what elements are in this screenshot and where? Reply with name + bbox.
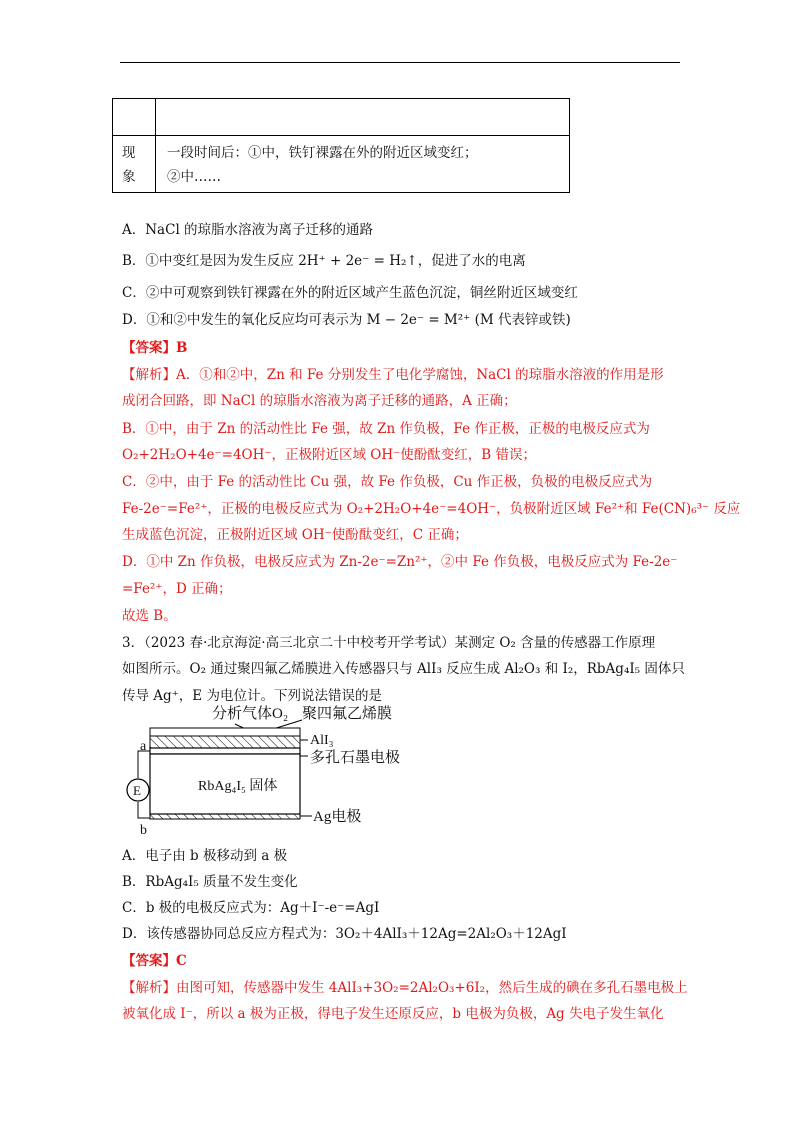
option-a: A．NaCl 的琼脂水溶液为离子迁移的通路	[122, 222, 374, 238]
table-cell	[156, 136, 570, 193]
question-stem: 如图所示。O₂ 通过聚四氟乙烯膜进入传感器只与 AlI₃ 反应生成 Al₂O₃ 和 I₂，RbAg₄I₅ 固体只	[122, 661, 685, 677]
analysis-line: 成闭合回路，即 NaCl 的琼脂水溶液为离子迁移的通路，A 正确；	[122, 393, 517, 409]
gas-label: 分析气体O₂	[212, 706, 289, 722]
table-cell	[113, 99, 156, 136]
terminal-b-label: b	[140, 823, 147, 838]
meter-label: E	[133, 783, 141, 798]
analysis-line: 【解析】A．①和②中，Zn 和 Fe 分别发生了电化学腐蚀，NaCl 的琼脂水溶液的作用是形	[122, 367, 664, 383]
graphite-label: 多孔石墨电极	[310, 750, 401, 766]
ag-electrode	[150, 814, 300, 819]
table-cell	[156, 99, 570, 136]
option-a: A．电子由 b 极移动到 a 极	[122, 848, 288, 864]
wire-a	[138, 751, 150, 778]
option-c: C．②中可观察到铁钉裸露在外的附近区域产生蓝色沉淀，铜丝附近区域变红	[122, 285, 578, 301]
option-c: C．b 极的电极反应式为：Ag＋I⁻-e⁻=AgI	[122, 900, 380, 916]
ali3-label: AlI₃	[310, 733, 334, 748]
answer-label: 【答案】B	[122, 340, 188, 356]
option-b: B．①中变红是因为发生反应 2H⁺ + 2e⁻ = H₂↑，促进了水的电离	[122, 253, 526, 269]
analysis-line: =Fe²⁺，D 正确；	[122, 581, 232, 597]
wire-b	[138, 802, 150, 818]
analysis-line: 生成蓝色沉淀，正极附近区域 OH⁻使酚酞变红，C 正确；	[122, 527, 468, 543]
sensor-diagram	[120, 700, 420, 840]
analysis-line: 【解析】由图可知，传感器中发生 4AlI₃+3O₂=2Al₂O₃+6I₂，然后生成的碘在多孔石墨电极上	[122, 980, 688, 996]
option-b: B．RbAg₄I₅ 质量不发生变化	[122, 874, 298, 890]
table-cell	[113, 136, 156, 193]
option-d: D．该传感器协同总反应方程式为：3O₂＋4AlI₃＋12Ag=2Al₂O₃＋12AgI	[122, 926, 567, 942]
analysis-line: Fe-2e⁻=Fe²⁺，正极的电极反应式为 O₂+2H₂O+4e⁻=4OH⁻，负极附近区域 Fe²⁺和 Fe(CN)₆³⁻ 反应	[122, 501, 741, 517]
membrane-label: 聚四氟乙烯膜	[302, 706, 393, 722]
question-stem: 3．（2023 春·北京海淀·高三北京二十中校考开学考试）某测定 O₂ 含量的传感器工作原理	[122, 635, 656, 651]
phenomenon-label: 现 象	[122, 145, 136, 185]
analysis-line: B．①中，由于 Zn 的活动性比 Fe 强，故 Zn 作负极，Fe 作正极，正极的电极反应式为	[122, 421, 650, 437]
phenomenon-text: 一段时间后：①中，铁钉裸露在外的附近区域变红； ②中……	[167, 145, 478, 185]
analysis-line: D．①中 Zn 作负极，电极反应式为 Zn-2e⁻=Zn²⁺，②中 Fe 作负极，电极反应式为 Fe-2e⁻	[122, 554, 678, 570]
terminal-a-label: a	[140, 739, 147, 754]
observation-table	[112, 98, 570, 193]
table-row	[113, 99, 570, 136]
ptfe-membrane	[150, 728, 300, 736]
table-row	[113, 136, 570, 193]
analysis-line: C．②中，由于 Fe 的活动性比 Cu 强，故 Fe 作负极，Cu 作正极，负极的电极反应式为	[122, 474, 653, 490]
graphite-electrode	[150, 748, 300, 754]
solid-label: RbAg₄I₅ 固体	[198, 779, 278, 794]
analysis-line: 故选 B。	[122, 608, 177, 624]
ali3-layer	[150, 736, 300, 748]
ag-label: Ag电极	[313, 809, 362, 825]
analysis-line: 被氧化成 I⁻，所以 a 极为正极，得电子发生还原反应，b 电极为负极，Ag 失电子发生氧化	[122, 1006, 664, 1022]
option-d: D．①和②中发生的氧化反应均可表示为 M − 2e⁻ = M²⁺ (M 代表锌或铁)	[122, 312, 571, 328]
analysis-line: O₂+2H₂O+4e⁻=4OH⁻，正极附近区域 OH⁻使酚酞变红，B 错误；	[122, 447, 536, 463]
question-stem: 传导 Ag⁺，E 为电位计。下列说法错误的是	[122, 688, 382, 704]
header-rule	[120, 62, 680, 63]
answer-label: 【答案】C	[122, 953, 187, 969]
